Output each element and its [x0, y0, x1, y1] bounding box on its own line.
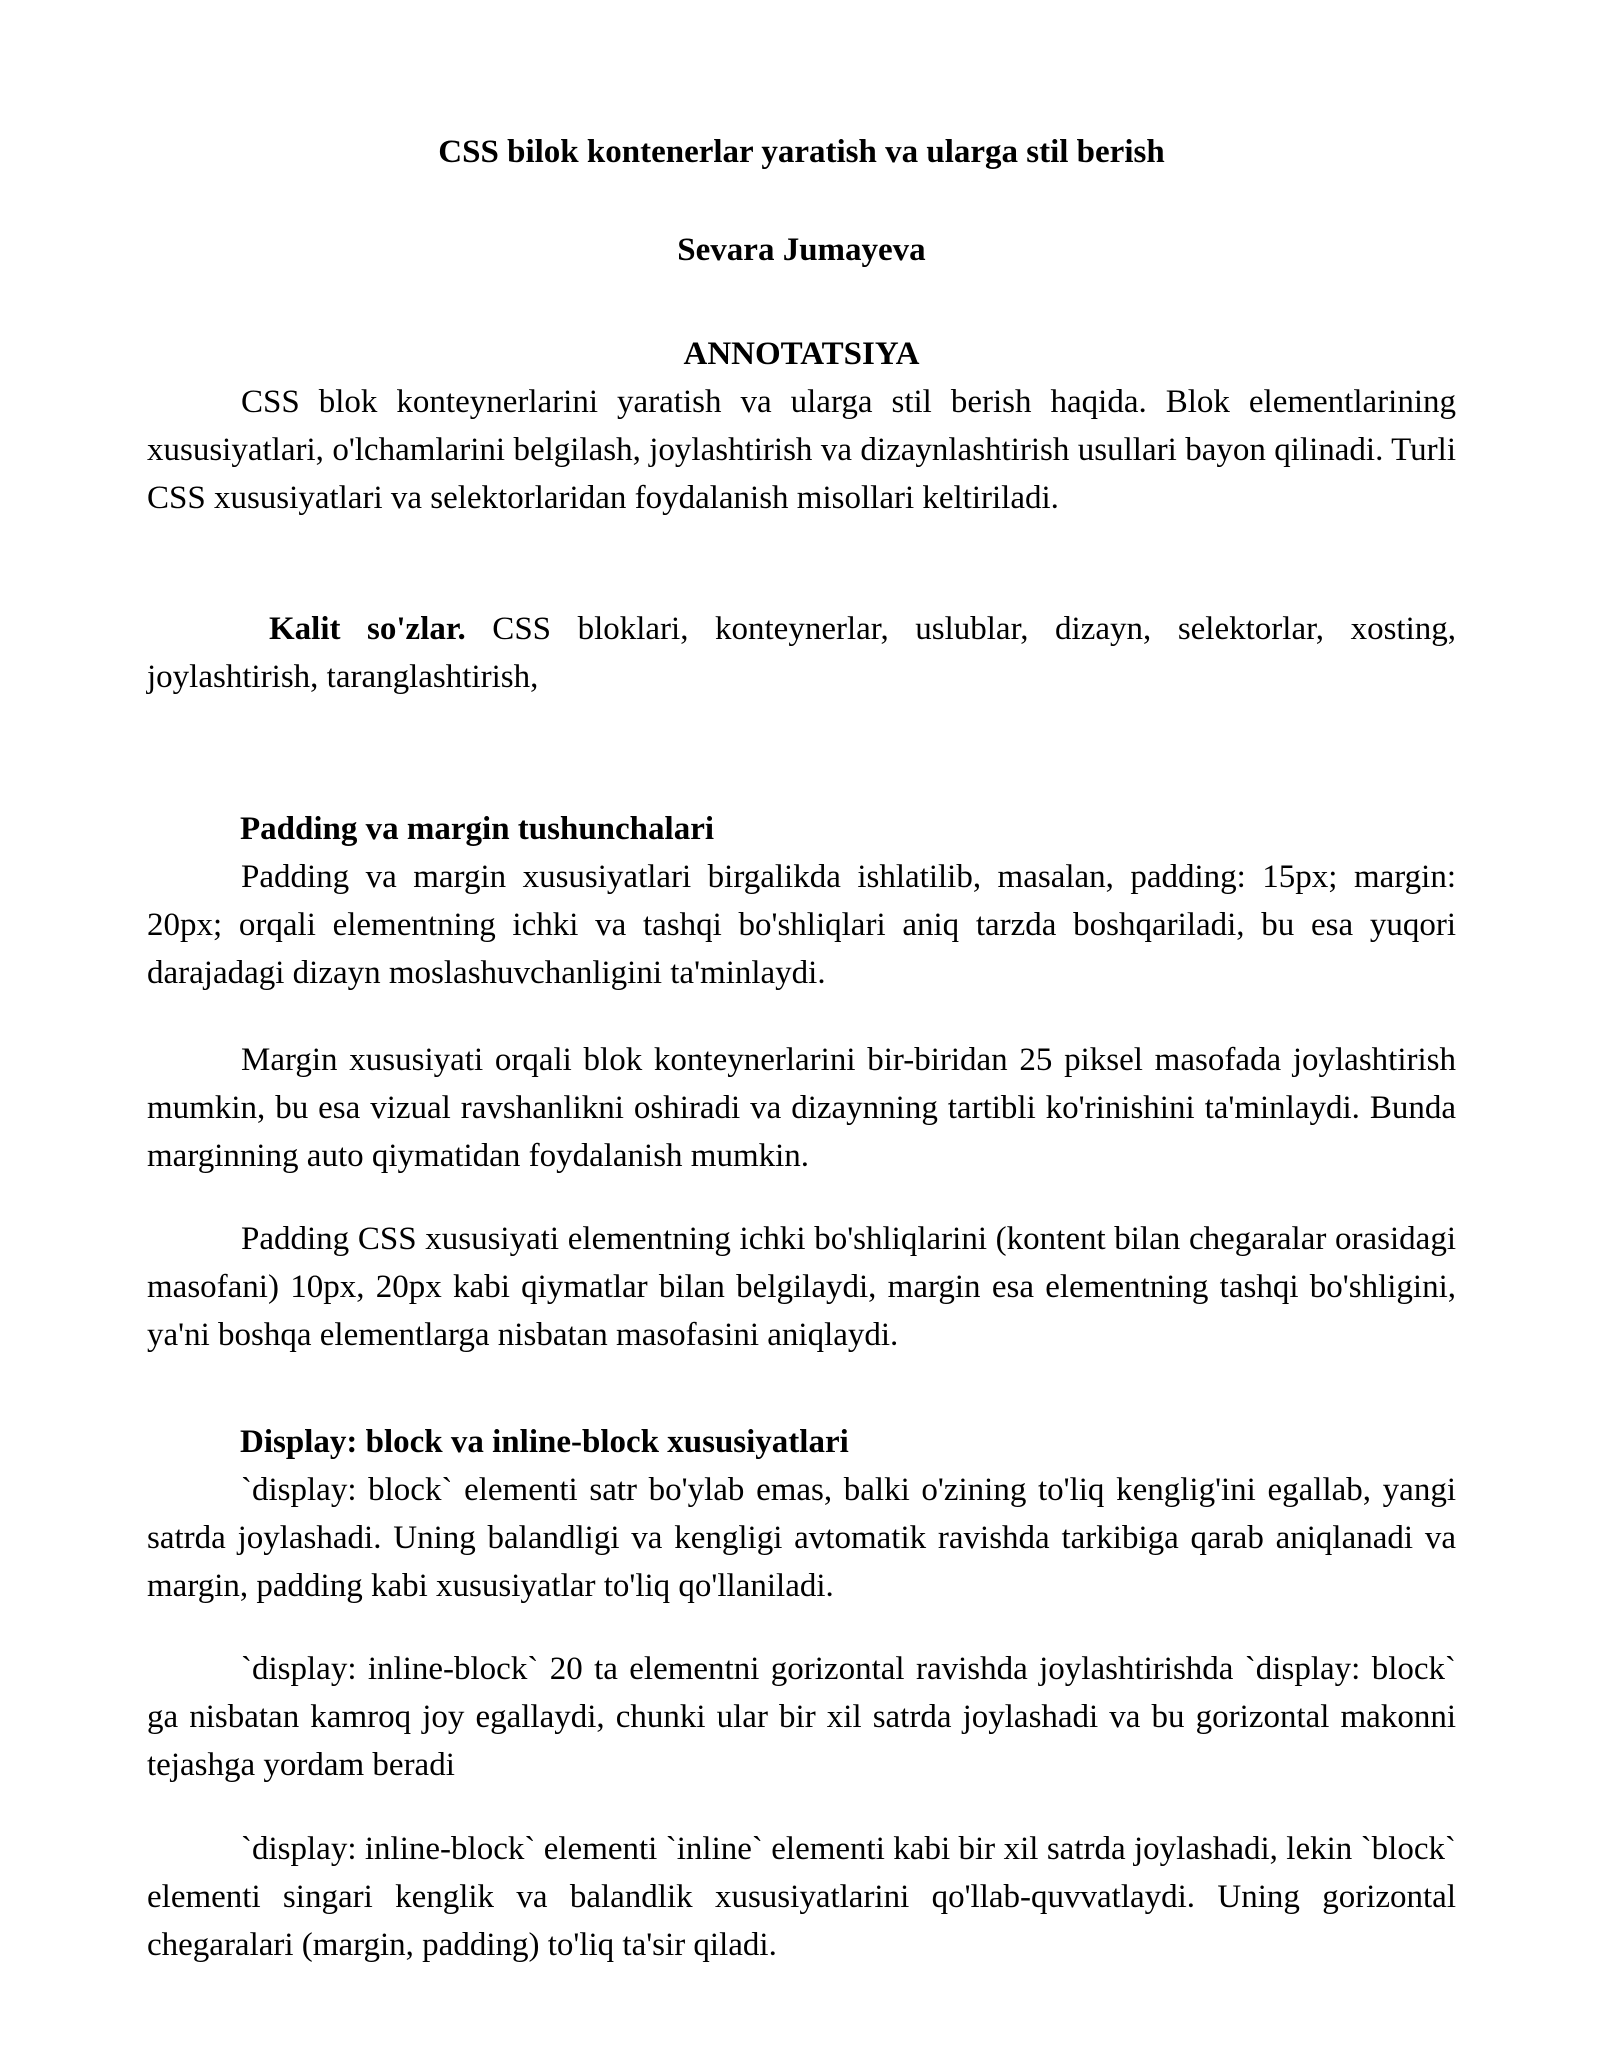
section-heading-display: Display: block va inline-block xususiyatlari	[240, 1424, 849, 1460]
document-title: CSS bilok kontenerlar yaratish va ularga stil berish	[438, 134, 1165, 170]
keywords-text: CSS bloklari, konteynerlar, uslublar, dizayn, selektorlar, xosting, joylashtirish, taranglashtirish,	[147, 611, 1456, 695]
keywords-paragraph	[147, 605, 1456, 701]
keywords-label: Kalit so'zlar.	[269, 611, 466, 647]
section2-paragraph-1: `display: block` elementi satr bo'ylab emas, balki o'zining to'liq kenglig'ini egallab, yangi satrda joylashadi. Uning balandligi va kengligi avtomatik ravishda tarkibiga qarab aniqlanadi va margin, padding kabi xususiyatlar to'liq qo'llaniladi.	[147, 1472, 1456, 1604]
section1-paragraph-3: Padding CSS xususiyati elementning ichki bo'shliqlarini (kontent bilan chegaralar orasidagi masofani) 10px, 20px kabi qiymatlar bilan belgilaydi, margin esa elementning tashqi bo'shligini, ya'ni boshqa elementlarga nisbatan masofasini aniqlaydi.	[147, 1221, 1456, 1353]
section1-paragraph-2: Margin xususiyati orqali blok konteynerlarini bir-biridan 25 piksel masofada joylashtirish mumkin, bu esa vizual ravshanlikni oshiradi va dizaynning tartibli ko'rinishini ta'minlaydi. Bunda marginning auto qiymatidan foydalanish mumkin.	[147, 1042, 1456, 1174]
annotation-heading: ANNOTATSIYA	[683, 336, 920, 372]
annotation-paragraph: CSS blok konteynerlarini yaratish va ularga stil berish haqida. Blok elementlarining xususiyatlari, o'lchamlarini belgilash, joylashtirish va dizaynlashtirish usullari bayon qilinadi. Turli CSS xususiyatlari va selektorlaridan foydalanish misollari keltiriladi.	[147, 384, 1456, 516]
section2-paragraph-3: `display: inline-block` elementi `inline` elementi kabi bir xil satrda joylashadi, lekin `block` elementi singari kenglik va balandlik xususiyatlarini qo'llab-quvvatlaydi. Uning gorizontal chegaralari (margin, padding) to'liq ta'sir qiladi.	[147, 1831, 1456, 1963]
author-name: Sevara Jumayeva	[677, 232, 926, 268]
section2-paragraph-2: `display: inline-block` 20 ta elementni gorizontal ravishda joylashtirishda `display: block` ga nisbatan kamroq joy egallaydi, chunki ular bir xil satrda joylashadi va bu gorizontal makonni tejashga yordam beradi	[147, 1651, 1456, 1783]
section1-paragraph-1: Padding va margin xususiyatlari birgalikda ishlatilib, masalan, padding: 15px; margin: 20px; orqali elementning ichki va tashqi bo'shliqlari aniq tarzda boshqariladi, bu esa yuqori darajadagi dizayn moslashuvchanligini ta'minlaydi.	[147, 859, 1456, 991]
section-heading-padding-margin: Padding va margin tushunchalari	[240, 811, 715, 847]
